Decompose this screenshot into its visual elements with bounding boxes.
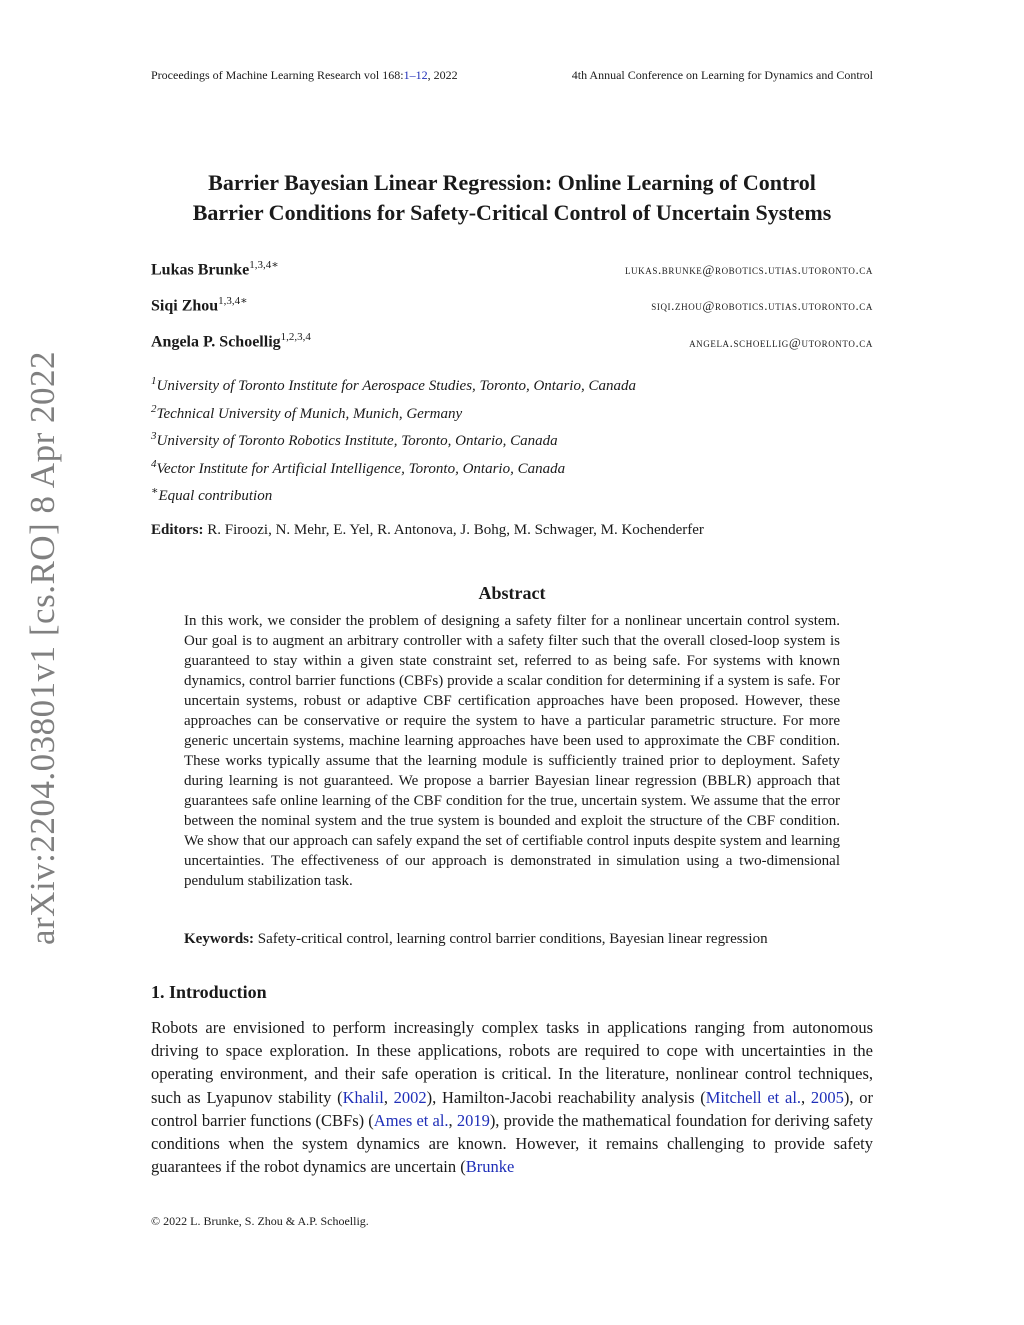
editors-list: R. Firoozi, N. Mehr, E. Yel, R. Antonova, J. Bohg, M. Schwager, M. Kochenderfer — [207, 522, 704, 538]
arxiv-stamp: arXiv:2204.03801v1 [cs.RO] 8 Apr 2022 — [23, 350, 62, 945]
author-email[interactable]: lukas.brunke@robotics.utias.utoronto.ca — [624, 262, 873, 277]
author-name: Angela P. Schoellig$^{1,2,3,4}$ — [151, 331, 311, 351]
affiliation-item: $^4$Vector Institute for Artificial Intelligence, Toronto, Ontario, Canada — [151, 457, 566, 477]
abstract-heading: Abstract — [478, 583, 546, 603]
affiliation-item: $^3$University of Toronto Robotics Institute, Toronto, Ontario, Canada — [151, 430, 558, 449]
paper-title — [120, 168, 904, 228]
citation-link[interactable]: Brunke — [465, 1157, 515, 1177]
running-header-left: Proceedings of Machine Learning Research vol 168:1–12, 2022 — [151, 68, 458, 82]
affiliation-item: ∗Equal contribution — [151, 485, 273, 504]
author-name: Siqi Zhou$^{1,3,4∗}$ — [151, 295, 248, 315]
keywords-list: Safety-critical control, learning control barrier conditions, Bayesian linear regression — [257, 931, 768, 947]
editors-line — [151, 522, 704, 539]
copyright-footer: © 2022 L. Brunke, S. Zhou & A.P. Schoellig. — [151, 1214, 369, 1228]
running-header-right: 4th Annual Conference on Learning for Dynamics and Control — [571, 68, 873, 82]
first-page-link[interactable]: 1 — [403, 68, 410, 82]
introduction-paragraph: Robots are envisioned to perform increasingly complex tasks in applications ranging from autonomous driving to space exploration. In these applications, robots are required to cope with uncertainties in the operating environment, and their safe operation is critical. In the literature, nonlinear control techniques, such as Lyapunov stability (Khalil, 2002), Hamilton-Jacobi reachability analysis (Mitchell et al., 2005), or control barrier functions (CBFs) (Ames et al., 2019), provide the mathematical foundation for deriving safety conditions when the system dynamics are known. However, it remains challenging to provide safety guarantees if the robot dynamics are uncertain (Brunke — [151, 1018, 874, 1177]
citation-link[interactable]: 2005 — [810, 1087, 844, 1107]
last-page-link[interactable]: 12 — [415, 68, 428, 82]
section-heading-introduction: 1. Introduction — [151, 982, 267, 1002]
abstract-body: In this work, we consider the problem of designing a safety filter for a nonlinear uncertain control system. Our goal is to augment an arbitrary controller with a safety filter such that the overall closed-loop system is guaranteed to stay within a given state constraint set, referred to as being safe. For systems with known dynamics, control barrier functions (CBFs) provide a scalar condition for determining if a system is safe. For uncertain systems, robust or adaptive CBF certification approaches have been proposed. However, these approaches can be conservative or require the system to have a particular parametric structure. For more generic uncertain systems, machine learning approaches have been used to approximate the CBF condition. These works typically assume that the learning module is sufficiently trained prior to deployment. Safety during learning is not guaranteed. We propose a barrier Bayesian linear regression (BBLR) approach that guarantees safe online learning of the CBF condition for the true, uncertain system. We assume that the error between the nominal system and the true system is bounded and exploit the structure of the CBF condition. We show that our approach can safely expand the set of certifiable control inputs despite system and learning uncertainties. The effectiveness of our approach is demonstrated in simulation using a two-dimensional pendulum stabilization task. — [184, 613, 840, 889]
keywords-line — [184, 931, 884, 948]
author-email[interactable]: angela.schoellig@utoronto.ca — [689, 335, 873, 350]
affiliations — [151, 370, 636, 508]
author-name: Lukas Brunke$^{1,3,4∗}$ — [151, 259, 279, 279]
citation-link[interactable]: 2019 — [456, 1110, 490, 1130]
citation-link[interactable]: Mitchell et al. — [705, 1087, 802, 1107]
title-line-2: Barrier Conditions for Safety-Critical Control of Uncertain Systems — [192, 200, 832, 225]
citation-link[interactable]: Ames et al. — [373, 1110, 449, 1130]
affiliation-item: $^1$University of Toronto Institute for Aerospace Studies, Toronto, Ontario, Canada — [151, 375, 636, 394]
editors-label: Editors: — [151, 522, 204, 538]
affiliation-item: $^2$Technical University of Munich, Munich, Germany — [151, 402, 463, 422]
keywords-label: Keywords: — [184, 931, 254, 947]
citation-link[interactable]: Khalil — [342, 1087, 384, 1107]
citation-link[interactable]: 2002 — [393, 1087, 427, 1107]
author-email[interactable]: siqi.zhou@robotics.utias.utoronto.ca — [651, 298, 873, 313]
title-line-1: Barrier Bayesian Linear Regression: Online Learning of Control — [208, 170, 816, 195]
